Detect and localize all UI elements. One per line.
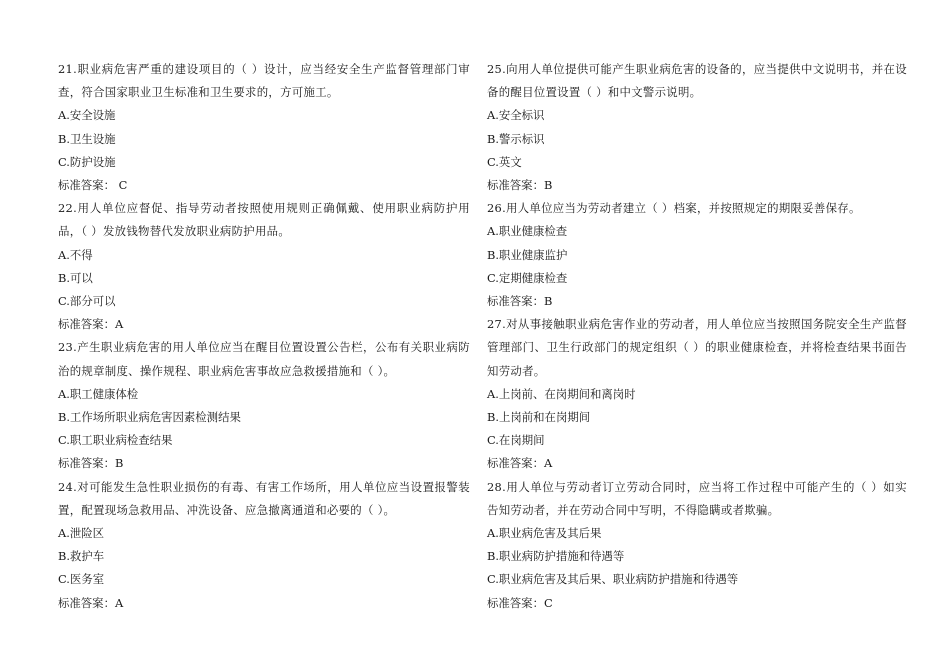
option-list bbox=[487, 383, 907, 453]
question-28 bbox=[487, 476, 907, 615]
option-list bbox=[58, 383, 470, 453]
question-25 bbox=[487, 58, 907, 197]
standard-answer: 标准答案：B bbox=[487, 178, 553, 193]
option-c: C.职工职业病检查结果 bbox=[58, 433, 173, 448]
right-column bbox=[487, 58, 907, 615]
question-text: 24.对可能发生急性职业损伤的有毒、有害工作场所，用人单位应当设置报警装置，配置现场急救用品、冲洗设备、应急撤离通道和必要的（ ）。 bbox=[58, 479, 470, 517]
question-22 bbox=[58, 197, 470, 336]
question-text: 21.职业病危害严重的建设项目的（ ）设计，应当经安全生产监督管理部门审查，符合国家职业卫生标准和卫生要求的，方可施工。 bbox=[58, 62, 470, 100]
option-a: A.安全设施 bbox=[58, 108, 116, 123]
left-column bbox=[58, 58, 470, 615]
question-text: 27.对从事接触职业病危害作业的劳动者，用人单位应当按照国务院安全生产监督管理部门、卫生行政部门的规定组织（ ）的职业健康检查，并将检查结果书面告知劳动者。 bbox=[487, 317, 907, 378]
standard-answer: 标准答案：A bbox=[58, 317, 124, 332]
question-text: 22.用人单位应督促、指导劳动者按照使用规则正确佩戴、使用职业病防护用品，（ ）发放钱物替代发放职业病防护用品。 bbox=[58, 201, 470, 239]
standard-answer: 标准答案：A bbox=[487, 456, 553, 471]
question-23 bbox=[58, 336, 470, 475]
option-list bbox=[58, 244, 470, 314]
option-list bbox=[58, 522, 470, 592]
option-b: B.职业健康监护 bbox=[487, 247, 568, 262]
option-c: C.防护设施 bbox=[58, 154, 116, 169]
option-list bbox=[487, 104, 907, 174]
option-a: A.职业健康检查 bbox=[487, 224, 568, 239]
standard-answer: 标准答案：A bbox=[58, 595, 124, 610]
option-a: A.安全标识 bbox=[487, 108, 545, 123]
option-b: B.卫生设施 bbox=[58, 131, 116, 146]
option-c: C.职业病危害及其后果、职业病防护措施和待遇等 bbox=[487, 572, 739, 587]
option-a: A.上岗前、在岗期间和离岗时 bbox=[487, 386, 636, 401]
option-a: A.职工健康体检 bbox=[58, 386, 139, 401]
option-a: A.职业病危害及其后果 bbox=[487, 526, 602, 541]
option-list bbox=[487, 522, 907, 592]
question-21 bbox=[58, 58, 470, 197]
standard-answer: 标准答案：B bbox=[487, 294, 553, 309]
question-text: 28.用人单位与劳动者订立劳动合同时，应当将工作过程中可能产生的（ ）如实告知劳动者，并在劳动合同中写明，不得隐瞒或者欺骗。 bbox=[487, 479, 907, 517]
option-b: B.救护车 bbox=[58, 549, 105, 564]
option-c: C.英文 bbox=[487, 154, 522, 169]
option-c: C.医务室 bbox=[58, 572, 105, 587]
option-b: B.职业病防护措施和待遇等 bbox=[487, 549, 625, 564]
option-c: C.定期健康检查 bbox=[487, 270, 568, 285]
question-text: 25.向用人单位提供可能产生职业病危害的设备的，应当提供中文说明书，并在设备的醒目位置设置（ ）和中文警示说明。 bbox=[487, 62, 907, 100]
option-b: B.警示标识 bbox=[487, 131, 545, 146]
standard-answer: 标准答案：C bbox=[487, 595, 553, 610]
standard-answer: 标准答案：B bbox=[58, 456, 124, 471]
option-b: B.工作场所职业病危害因素检测结果 bbox=[58, 410, 241, 425]
option-a: A.不得 bbox=[58, 247, 93, 262]
option-c: C.部分可以 bbox=[58, 294, 116, 309]
question-text: 23.产生职业病危害的用人单位应当在醒目位置设置公告栏，公布有关职业病防治的规章制度、操作规程、职业病危害事故应急救援措施和（ ）。 bbox=[58, 340, 470, 378]
question-24 bbox=[58, 476, 470, 615]
option-c: C.在岗期间 bbox=[487, 433, 545, 448]
option-b: B.可以 bbox=[58, 270, 93, 285]
option-list bbox=[487, 220, 907, 290]
standard-answer: 标准答案： C bbox=[58, 178, 128, 193]
option-list bbox=[58, 104, 470, 174]
option-b: B.上岗前和在岗期间 bbox=[487, 410, 591, 425]
question-26 bbox=[487, 197, 907, 313]
option-a: A.泄险区 bbox=[58, 526, 105, 541]
question-27 bbox=[487, 313, 907, 475]
question-text: 26.用人单位应当为劳动者建立（ ）档案，并按照规定的期限妥善保存。 bbox=[487, 201, 861, 216]
